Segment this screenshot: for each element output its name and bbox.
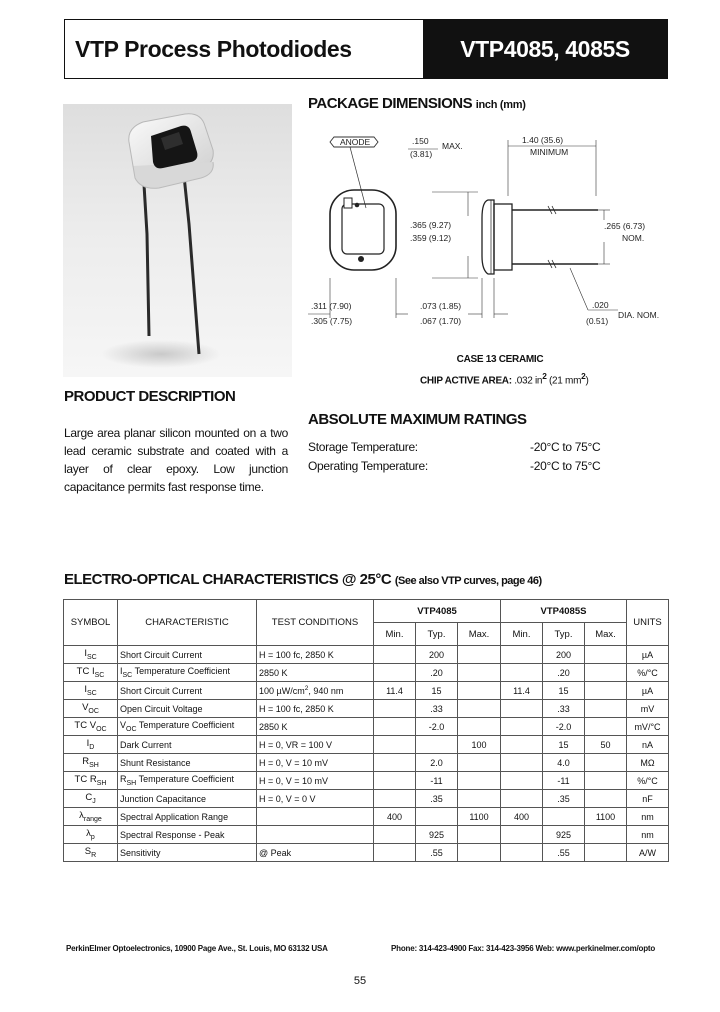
cell-b-max bbox=[585, 826, 627, 844]
cell-symbol: $I_D$ bbox=[64, 736, 118, 754]
header-min: Min. bbox=[501, 623, 543, 646]
package-dimensions-title: PACKAGE DIMENSIONS inch (mm) bbox=[308, 95, 526, 112]
dim-311: .311 (7.90) bbox=[311, 301, 352, 311]
cell-a-min bbox=[374, 718, 416, 736]
dim-051: (0.51) bbox=[586, 316, 609, 326]
cell-a-min bbox=[374, 754, 416, 772]
eo-table bbox=[63, 599, 669, 862]
chip-active-area: CHIP ACTIVE AREA: .032 $in^2$ (21 $mm^2$) bbox=[420, 371, 589, 387]
photodiode-image bbox=[63, 104, 292, 377]
storage-temp-value: -20°C to 75°C bbox=[530, 440, 601, 454]
header-vtp4085s: VTP4085S bbox=[501, 600, 627, 623]
table-row bbox=[64, 664, 669, 682]
cell-a-min bbox=[374, 700, 416, 718]
cell-a-typ: .35 bbox=[416, 790, 458, 808]
cell-a-min bbox=[374, 772, 416, 790]
cell-a-typ: .20 bbox=[416, 664, 458, 682]
table-row bbox=[64, 790, 669, 808]
cell-conditions: H = 100 fc, 2850 K bbox=[257, 700, 374, 718]
cell-a-max bbox=[458, 844, 501, 862]
cell-characteristic: $R_{SH}$ Temperature Coefficient bbox=[118, 772, 257, 790]
cell-b-min: 400 bbox=[501, 808, 543, 826]
eo-title: ELECTRO-OPTICAL CHARACTERISTICS @ 25°C (See also VTP curves, page 46) bbox=[64, 571, 542, 588]
cell-b-max bbox=[585, 844, 627, 862]
dim-140: 1.40 (35.6) bbox=[522, 135, 564, 145]
cell-a-typ: 15 bbox=[416, 682, 458, 700]
cell-a-min bbox=[374, 736, 416, 754]
cell-symbol: $R_{SH}$ bbox=[64, 754, 118, 772]
cell-b-max bbox=[585, 646, 627, 664]
page-header bbox=[64, 19, 668, 79]
cell-b-min: 11.4 bbox=[501, 682, 543, 700]
header-max: Max. bbox=[585, 623, 627, 646]
cell-conditions: H = 0, V = 10 mV bbox=[257, 754, 374, 772]
cell-b-max bbox=[585, 664, 627, 682]
cell-b-max bbox=[585, 790, 627, 808]
cell-symbol: TC $R_{SH}$ bbox=[64, 772, 118, 790]
dim-nom: NOM. bbox=[622, 233, 645, 243]
cell-characteristic: Spectral Application Range bbox=[118, 808, 257, 826]
cell-b-typ: 200 bbox=[543, 646, 585, 664]
cell-symbol: $I_{SC}$ bbox=[64, 646, 118, 664]
table-row bbox=[64, 808, 669, 826]
dim-365: .365 (9.27) bbox=[410, 220, 452, 230]
cell-b-min bbox=[501, 754, 543, 772]
cell-a-min: 400 bbox=[374, 808, 416, 826]
operating-temp-value: -20°C to 75°C bbox=[530, 459, 601, 473]
dim-dia: DIA. NOM. bbox=[618, 310, 660, 320]
cell-b-typ bbox=[543, 808, 585, 826]
cell-a-typ: .33 bbox=[416, 700, 458, 718]
cell-symbol: $V_{OC}$ bbox=[64, 700, 118, 718]
page-number: 55 bbox=[353, 975, 367, 987]
cell-a-min bbox=[374, 790, 416, 808]
header-conditions: TEST CONDITIONS bbox=[257, 600, 374, 646]
eo-table-body bbox=[64, 646, 669, 862]
cell-conditions bbox=[257, 826, 374, 844]
cell-b-typ: -2.0 bbox=[543, 718, 585, 736]
cell-a-typ: 925 bbox=[416, 826, 458, 844]
cell-symbol: $\lambda_p$ bbox=[64, 826, 118, 844]
cell-unit: nF bbox=[627, 790, 669, 808]
cell-characteristic: $I_{SC}$ Temperature Coefficient bbox=[118, 664, 257, 682]
cell-symbol: $I_{SC}$ bbox=[64, 682, 118, 700]
cell-unit: %/°C bbox=[627, 664, 669, 682]
table-row bbox=[64, 772, 669, 790]
cell-unit: %/°C bbox=[627, 772, 669, 790]
cell-b-max: 1100 bbox=[585, 808, 627, 826]
dim-073: .073 (1.85) bbox=[420, 301, 462, 311]
dim-minimum: MINIMUM bbox=[530, 147, 569, 157]
cell-b-min bbox=[501, 772, 543, 790]
cell-a-max bbox=[458, 754, 501, 772]
cell-a-min bbox=[374, 664, 416, 682]
cell-symbol: $S_R$ bbox=[64, 844, 118, 862]
table-row bbox=[64, 718, 669, 736]
cell-symbol: TC $V_{OC}$ bbox=[64, 718, 118, 736]
cell-a-max bbox=[458, 790, 501, 808]
cell-a-max bbox=[458, 718, 501, 736]
header-characteristic: CHARACTERISTIC bbox=[118, 600, 257, 646]
cell-b-typ: .35 bbox=[543, 790, 585, 808]
table-row bbox=[64, 844, 669, 862]
operating-temp-label: Operating Temperature: bbox=[308, 459, 428, 473]
cell-b-max bbox=[585, 700, 627, 718]
header-typ: Typ. bbox=[543, 623, 585, 646]
cell-unit: mV bbox=[627, 700, 669, 718]
product-description-title: PRODUCT DESCRIPTION bbox=[64, 388, 236, 405]
cell-conditions: 100 $\mu W/cm^2$, 940 nm bbox=[257, 682, 374, 700]
cell-b-min bbox=[501, 646, 543, 664]
cell-b-typ: 15 bbox=[543, 736, 585, 754]
storage-temp-label: Storage Temperature: bbox=[308, 440, 418, 454]
cell-characteristic: $V_{OC}$ Temperature Coefficient bbox=[118, 718, 257, 736]
cell-b-typ: 4.0 bbox=[543, 754, 585, 772]
cell-a-typ: 200 bbox=[416, 646, 458, 664]
footer-company: PerkinElmer Optoelectronics, 10900 Page Ave., St. Louis, MO 63132 USA bbox=[66, 944, 328, 953]
table-row bbox=[64, 826, 669, 844]
anode-label: ANODE bbox=[340, 137, 371, 147]
table-row bbox=[64, 646, 669, 664]
header-min: Min. bbox=[374, 623, 416, 646]
cell-a-max bbox=[458, 826, 501, 844]
dim-067: .067 (1.70) bbox=[420, 316, 462, 326]
cell-a-max bbox=[458, 682, 501, 700]
header-units: UNITS bbox=[627, 600, 669, 646]
footer-contact: Phone: 314-423-4900 Fax: 314-423-3956 Web: www.perkinelmer.com/opto bbox=[391, 944, 656, 953]
cell-a-min: 11.4 bbox=[374, 682, 416, 700]
cell-unit: µA bbox=[627, 682, 669, 700]
cell-a-typ: -11 bbox=[416, 772, 458, 790]
cell-unit: nm bbox=[627, 808, 669, 826]
product-description-text: Large area planar silicon mounted on a two lead ceramic substrate and coated with a layer of clear epoxy. Low junction capacitance permits fast response time. bbox=[64, 426, 288, 494]
header-max: Max. bbox=[458, 623, 501, 646]
cell-characteristic: Dark Current bbox=[118, 736, 257, 754]
header-symbol: SYMBOL bbox=[64, 600, 118, 646]
package-drawing bbox=[308, 128, 672, 338]
cell-b-min bbox=[501, 790, 543, 808]
header-typ: Typ. bbox=[416, 623, 458, 646]
ratings-title: ABSOLUTE MAXIMUM RATINGS bbox=[308, 411, 527, 428]
cell-b-max bbox=[585, 754, 627, 772]
cell-a-max bbox=[458, 646, 501, 664]
cell-a-min bbox=[374, 826, 416, 844]
cell-b-typ: .20 bbox=[543, 664, 585, 682]
cell-conditions: 2850 K bbox=[257, 718, 374, 736]
cell-conditions: H = 0, VR = 100 V bbox=[257, 736, 374, 754]
cell-a-max bbox=[458, 772, 501, 790]
cell-characteristic: Sensitivity bbox=[118, 844, 257, 862]
dim-150: .150 bbox=[412, 136, 429, 146]
cell-conditions: 2850 K bbox=[257, 664, 374, 682]
cell-unit: nA bbox=[627, 736, 669, 754]
cell-a-typ: 2.0 bbox=[416, 754, 458, 772]
cell-unit: nm bbox=[627, 826, 669, 844]
cell-characteristic: Junction Capacitance bbox=[118, 790, 257, 808]
cell-characteristic: Shunt Resistance bbox=[118, 754, 257, 772]
cell-unit: A/W bbox=[627, 844, 669, 862]
cell-conditions: H = 0, V = 0 V bbox=[257, 790, 374, 808]
cell-unit: MΩ bbox=[627, 754, 669, 772]
cell-b-typ: -11 bbox=[543, 772, 585, 790]
table-row bbox=[64, 736, 669, 754]
cell-b-typ: .55 bbox=[543, 844, 585, 862]
cell-symbol: $\lambda_{range}$ bbox=[64, 808, 118, 826]
page-title: VTP Process Photodiodes bbox=[75, 35, 352, 62]
cell-conditions: @ Peak bbox=[257, 844, 374, 862]
dim-305: .305 (7.75) bbox=[311, 316, 353, 326]
cell-characteristic: Open Circuit Voltage bbox=[118, 700, 257, 718]
cell-a-typ bbox=[416, 736, 458, 754]
cell-a-min bbox=[374, 646, 416, 664]
cell-conditions bbox=[257, 808, 374, 826]
cell-a-typ: .55 bbox=[416, 844, 458, 862]
cell-b-max bbox=[585, 772, 627, 790]
cell-a-max bbox=[458, 700, 501, 718]
cell-unit: mV/°C bbox=[627, 718, 669, 736]
table-row bbox=[64, 754, 669, 772]
dim-020: .020 bbox=[592, 300, 609, 310]
cell-symbol: TC $I_{SC}$ bbox=[64, 664, 118, 682]
cell-symbol: $C_J$ bbox=[64, 790, 118, 808]
cell-a-typ: -2.0 bbox=[416, 718, 458, 736]
table-row bbox=[64, 700, 669, 718]
cell-b-min bbox=[501, 664, 543, 682]
cell-characteristic: Spectral Response - Peak bbox=[118, 826, 257, 844]
cell-a-max: 1100 bbox=[458, 808, 501, 826]
dim-max: MAX. bbox=[442, 141, 463, 151]
cell-b-max bbox=[585, 718, 627, 736]
cell-b-min bbox=[501, 844, 543, 862]
cell-a-typ bbox=[416, 808, 458, 826]
cell-b-typ: .33 bbox=[543, 700, 585, 718]
cell-b-min bbox=[501, 736, 543, 754]
part-numbers: VTP4085, 4085S bbox=[423, 20, 667, 78]
cell-b-min bbox=[501, 718, 543, 736]
cell-a-max: 100 bbox=[458, 736, 501, 754]
cell-b-max bbox=[585, 682, 627, 700]
case-label: CASE 13 CERAMIC bbox=[456, 354, 544, 365]
header-vtp4085: VTP4085 bbox=[374, 600, 501, 623]
dim-265: .265 (6.73) bbox=[604, 221, 646, 231]
cell-b-min bbox=[501, 826, 543, 844]
dim-381: (3.81) bbox=[410, 149, 433, 159]
cell-unit: µA bbox=[627, 646, 669, 664]
table-row bbox=[64, 682, 669, 700]
cell-b-typ: 15 bbox=[543, 682, 585, 700]
dim-359: .359 (9.12) bbox=[410, 233, 452, 243]
cell-conditions: H = 0, V = 10 mV bbox=[257, 772, 374, 790]
cell-b-min bbox=[501, 700, 543, 718]
cell-characteristic: Short Circuit Current bbox=[118, 682, 257, 700]
cell-b-typ: 925 bbox=[543, 826, 585, 844]
cell-b-max: 50 bbox=[585, 736, 627, 754]
cell-characteristic: Short Circuit Current bbox=[118, 646, 257, 664]
cell-conditions: H = 100 fc, 2850 K bbox=[257, 646, 374, 664]
product-photo bbox=[63, 104, 292, 377]
cell-a-min bbox=[374, 844, 416, 862]
cell-a-max bbox=[458, 664, 501, 682]
